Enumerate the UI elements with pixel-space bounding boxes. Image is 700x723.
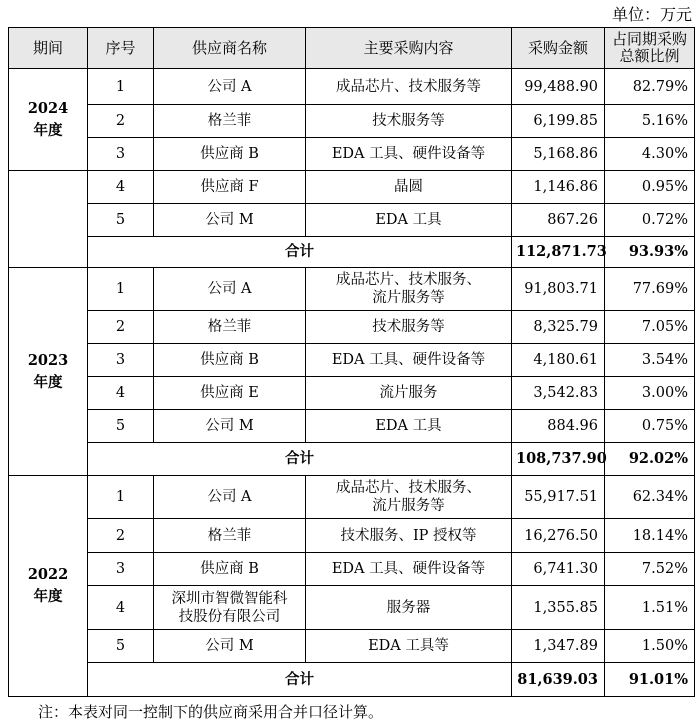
- purchase-content: EDA 工具等: [306, 630, 512, 663]
- purchase-amount: 55,917.51: [512, 476, 605, 519]
- supplier-table: [8, 27, 695, 697]
- purchase-content: EDA 工具、硬件设备等: [306, 138, 512, 171]
- purchase-ratio: 0.72%: [605, 204, 695, 237]
- row-no: 5: [88, 204, 154, 237]
- purchase-amount: 99,488.90: [512, 69, 605, 105]
- period-cell-2024-cont: [9, 171, 88, 268]
- table-row: [9, 586, 695, 630]
- row-no: 3: [88, 344, 154, 377]
- period-suffix: 年度: [33, 121, 63, 139]
- purchase-amount: 6,199.85: [512, 105, 605, 138]
- purchase-content: 成品芯片、技术服务、 流片服务等: [306, 476, 512, 519]
- table-row: [9, 69, 695, 105]
- purchase-amount: 1,347.89: [512, 630, 605, 663]
- purchase-amount: 3,542.83: [512, 377, 605, 410]
- purchase-content: 技术服务等: [306, 311, 512, 344]
- row-no: 4: [88, 586, 154, 630]
- purchase-content: 技术服务等: [306, 105, 512, 138]
- table-row: [9, 476, 695, 519]
- total-amount: 108,737.90: [512, 443, 605, 476]
- row-no: 5: [88, 410, 154, 443]
- purchase-amount: 6,741.30: [512, 553, 605, 586]
- purchase-ratio: 1.50%: [605, 630, 695, 663]
- purchase-content: EDA 工具: [306, 204, 512, 237]
- purchase-ratio: 62.34%: [605, 476, 695, 519]
- table-row: [9, 105, 695, 138]
- total-amount: 81,639.03: [512, 663, 605, 697]
- total-row: [9, 237, 695, 268]
- purchase-ratio: 1.51%: [605, 586, 695, 630]
- purchase-content: 流片服务: [306, 377, 512, 410]
- purchase-amount: 8,325.79: [512, 311, 605, 344]
- period-suffix: 年度: [33, 373, 63, 391]
- purchase-ratio: 7.05%: [605, 311, 695, 344]
- supplier-name: 格兰菲: [154, 519, 306, 553]
- table-row: [9, 138, 695, 171]
- supplier-name: 格兰菲: [154, 105, 306, 138]
- row-no: 2: [88, 519, 154, 553]
- period-cell-2022: [9, 476, 88, 697]
- purchase-ratio: 77.69%: [605, 268, 695, 311]
- period-year: 2022: [27, 566, 69, 583]
- supplier-name: 深圳市智微智能科 技股份有限公司: [154, 586, 306, 630]
- unit-label: 单位：万元: [611, 5, 692, 24]
- purchase-content: 技术服务、IP 授权等: [306, 519, 512, 553]
- purchase-amount: 867.26: [512, 204, 605, 237]
- total-label: 合计: [88, 237, 512, 268]
- purchase-amount: 4,180.61: [512, 344, 605, 377]
- purchase-amount: 91,803.71: [512, 268, 605, 311]
- table-row: [9, 410, 695, 443]
- table-row: [9, 311, 695, 344]
- row-no: 3: [88, 553, 154, 586]
- header-amount: 采购金额: [512, 28, 605, 69]
- supplier-name: 供应商 B: [154, 553, 306, 586]
- row-no: 4: [88, 171, 154, 204]
- header-content: 主要采购内容: [306, 28, 512, 69]
- purchase-ratio: 5.16%: [605, 105, 695, 138]
- supplier-name: 公司 M: [154, 630, 306, 663]
- purchase-ratio: 0.95%: [605, 171, 695, 204]
- purchase-ratio: 18.14%: [605, 519, 695, 553]
- total-ratio: 91.01%: [605, 663, 695, 697]
- table-row: [9, 630, 695, 663]
- supplier-name: 供应商 B: [154, 138, 306, 171]
- purchase-content: 成品芯片、技术服务、 流片服务等: [306, 268, 512, 311]
- total-ratio: 92.02%: [605, 443, 695, 476]
- purchase-ratio: 82.79%: [605, 69, 695, 105]
- purchase-amount: 5,168.86: [512, 138, 605, 171]
- supplier-name: 公司 M: [154, 204, 306, 237]
- supplier-name: 公司 A: [154, 69, 306, 105]
- period-cell-2024: [9, 69, 88, 171]
- table-row: [9, 553, 695, 586]
- row-no: 1: [88, 476, 154, 519]
- row-no: 2: [88, 105, 154, 138]
- header-ratio: 占同期采购 总额比例: [605, 28, 695, 69]
- supplier-name: 供应商 B: [154, 344, 306, 377]
- purchase-content: EDA 工具: [306, 410, 512, 443]
- purchase-ratio: 4.30%: [605, 138, 695, 171]
- row-no: 4: [88, 377, 154, 410]
- period-suffix: 年度: [33, 588, 63, 605]
- table-row: [9, 344, 695, 377]
- purchase-ratio: 7.52%: [605, 553, 695, 586]
- purchase-amount: 884.96: [512, 410, 605, 443]
- row-no: 5: [88, 630, 154, 663]
- supplier-name: 供应商 E: [154, 377, 306, 410]
- purchase-amount: 1,146.86: [512, 171, 605, 204]
- purchase-amount: 1,355.85: [512, 586, 605, 630]
- supplier-name: 公司 A: [154, 476, 306, 519]
- purchase-amount: 16,276.50: [512, 519, 605, 553]
- purchase-ratio: 0.75%: [605, 410, 695, 443]
- supplier-name: 供应商 F: [154, 171, 306, 204]
- table-row: [9, 377, 695, 410]
- total-row: [9, 443, 695, 476]
- period-cell-2023: [9, 268, 88, 476]
- table-row: [9, 171, 695, 204]
- row-no: 3: [88, 138, 154, 171]
- row-no: 1: [88, 268, 154, 311]
- total-label: 合计: [88, 663, 512, 697]
- period-year: 2023: [27, 351, 69, 369]
- header-supplier: 供应商名称: [154, 28, 306, 69]
- purchase-ratio: 3.00%: [605, 377, 695, 410]
- header-row: [9, 28, 695, 69]
- header-period: 期间: [9, 28, 88, 69]
- table-footnote: 注：本表对同一控制下的供应商采用合并口径计算。: [38, 703, 384, 721]
- total-row: [9, 663, 695, 697]
- table-row: [9, 519, 695, 553]
- purchase-content: EDA 工具、硬件设备等: [306, 344, 512, 377]
- supplier-name: 格兰菲: [154, 311, 306, 344]
- purchase-content: EDA 工具、硬件设备等: [306, 553, 512, 586]
- table-row: [9, 204, 695, 237]
- table-row: [9, 268, 695, 311]
- purchase-content: 晶圆: [306, 171, 512, 204]
- purchase-ratio: 3.54%: [605, 344, 695, 377]
- row-no: 1: [88, 69, 154, 105]
- period-year: 2024: [27, 99, 69, 117]
- row-no: 2: [88, 311, 154, 344]
- supplier-name: 公司 A: [154, 268, 306, 311]
- supplier-name: 公司 M: [154, 410, 306, 443]
- total-amount: 112,871.73: [512, 237, 605, 268]
- purchase-content: 成品芯片、技术服务等: [306, 69, 512, 105]
- total-ratio: 93.93%: [605, 237, 695, 268]
- purchase-content: 服务器: [306, 586, 512, 630]
- total-label: 合计: [88, 443, 512, 476]
- header-no: 序号: [88, 28, 154, 69]
